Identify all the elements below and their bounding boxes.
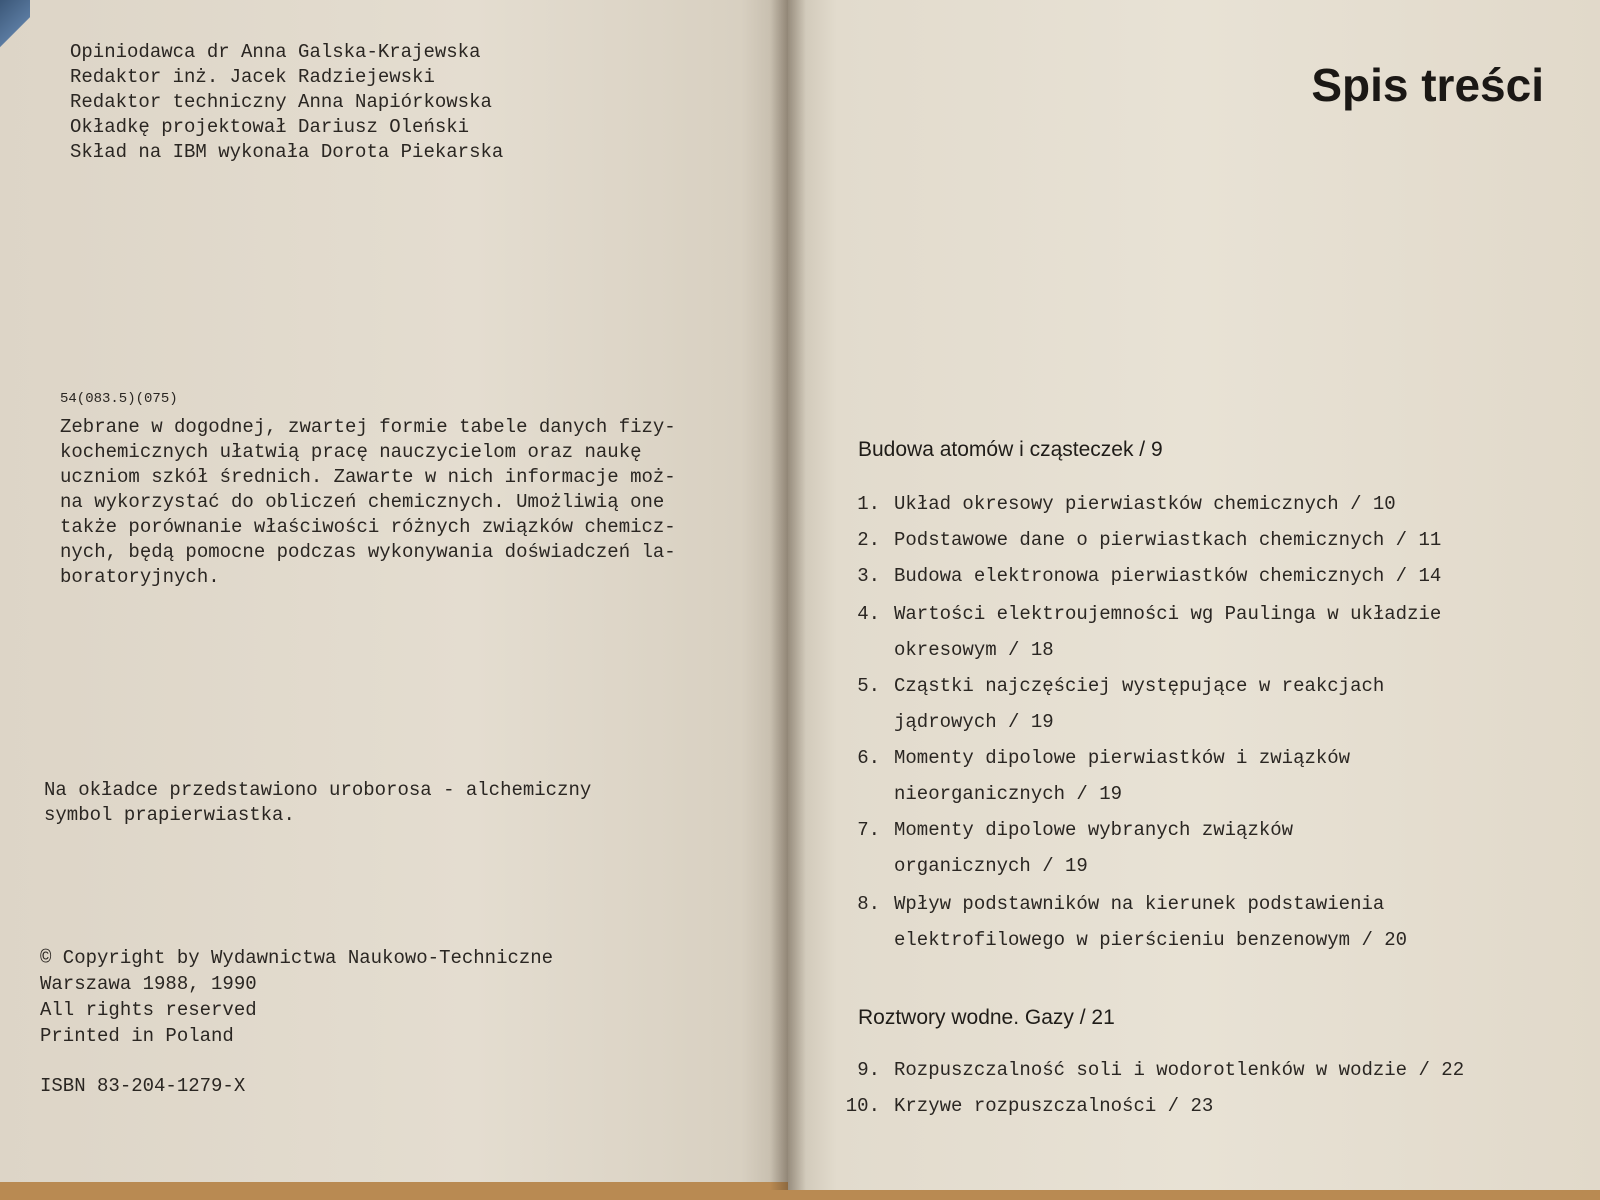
cover-note-line: symbol prapierwiastka. (44, 804, 295, 826)
toc-entry-number: 2. (857, 529, 880, 551)
cover-note (44, 778, 591, 828)
credit-line: Redaktor techniczny Anna Napiórkowska (70, 91, 492, 113)
copyright-line: Warszawa 1988, 1990 (40, 973, 257, 995)
toc-entry-number: 8. (857, 893, 880, 915)
cover-corner (0, 0, 30, 55)
toc-entry-number: 6. (857, 747, 880, 769)
toc-entry-text: Wartości elektroujemności wg Paulinga w układzie (894, 603, 1442, 625)
section-heading: Roztwory wodne. Gazy / 21 (858, 1006, 1115, 1029)
toc-entry-text: Rozpuszczalność soli i wodorotlenków w wodzie / 22 (894, 1059, 1465, 1081)
toc-entry-text: jądrowych / 19 (894, 711, 1054, 733)
toc-entry-number: 4. (857, 603, 880, 625)
left-page (0, 0, 788, 1182)
toc-entry-number: 3. (857, 565, 880, 587)
toc-entry-text: Wpływ podstawników na kierunek podstawienia (894, 893, 1385, 915)
toc-entry-text: elektrofilowego w pierścieniu benzenowym / 20 (894, 929, 1408, 951)
toc-title: Spis treści (1311, 59, 1544, 111)
copyright-line: Printed in Poland (40, 1025, 234, 1047)
toc-entry-text: Układ okresowy pierwiastków chemicznych / 10 (894, 493, 1396, 515)
copyright-line: © Copyright by Wydawnictwa Naukowo-Techniczne (40, 947, 554, 969)
book-gutter (770, 0, 806, 1190)
isbn: ISBN 83-204-1279-X (40, 1075, 246, 1097)
blurb-paragraph (60, 415, 740, 590)
toc-entry-text: Podstawowe dane o pierwiastkach chemicznych / 11 (894, 529, 1442, 551)
toc-entry-text: Momenty dipolowe wybranych związków (894, 819, 1294, 841)
credits-block (70, 40, 503, 165)
blurb-line: także porównanie właściwości różnych związków chemicz- (60, 516, 676, 538)
toc-entry-text: Budowa elektronowa pierwiastków chemicznych / 14 (894, 565, 1442, 587)
udc-code: 54(083.5)(075) (60, 391, 178, 407)
toc-entry-text: okresowym / 18 (894, 639, 1054, 661)
toc-entry-number: 9. (857, 1059, 880, 1081)
credit-line: Redaktor inż. Jacek Radziejewski (70, 66, 435, 88)
toc-entry-text: Krzywe rozpuszczalności / 23 (894, 1095, 1214, 1117)
toc-entry-number: 1. (857, 493, 880, 515)
credit-line: Okładkę projektował Dariusz Oleński (70, 116, 470, 138)
blurb-line: uczniom szkół średnich. Zawarte w nich informacje moż- (60, 466, 676, 488)
toc-entry-number: 10. (845, 1095, 880, 1117)
blurb-line: kochemicznych ułatwią pracę nauczycielom oraz naukę (60, 441, 642, 463)
blurb-line: boratoryjnych. (60, 566, 220, 588)
right-page (788, 0, 1600, 1190)
copyright-line: All rights reserved (40, 999, 257, 1021)
blurb-line: nych, będą pomocne podczas wykonywania doświadczeń la- (60, 541, 676, 563)
credit-line: Opiniodawca dr Anna Galska-Krajewska (70, 41, 481, 63)
credit-line: Skład na IBM wykonała Dorota Piekarska (70, 141, 504, 163)
toc-entry-text: nieorganicznych / 19 (894, 783, 1123, 805)
blurb-line: na wykorzystać do obliczeń chemicznych. Umożliwią one (60, 491, 665, 513)
toc-entry-number: 7. (857, 819, 880, 841)
toc-entry-text: Momenty dipolowe pierwiastków i związków (894, 747, 1351, 769)
blurb-line: Zebrane w dogodnej, zwartej formie tabele danych fizy- (60, 416, 676, 438)
toc-entry-text: Cząstki najczęściej występujące w reakcjach (894, 675, 1385, 697)
copyright-block (40, 945, 553, 1049)
toc-entry-text: organicznych / 19 (894, 855, 1088, 877)
cover-note-line: Na okładce przedstawiono uroborosa - alchemiczny (44, 779, 592, 801)
toc-entry-number: 5. (857, 675, 880, 697)
section-heading: Budowa atomów i cząsteczek / 9 (858, 438, 1163, 461)
